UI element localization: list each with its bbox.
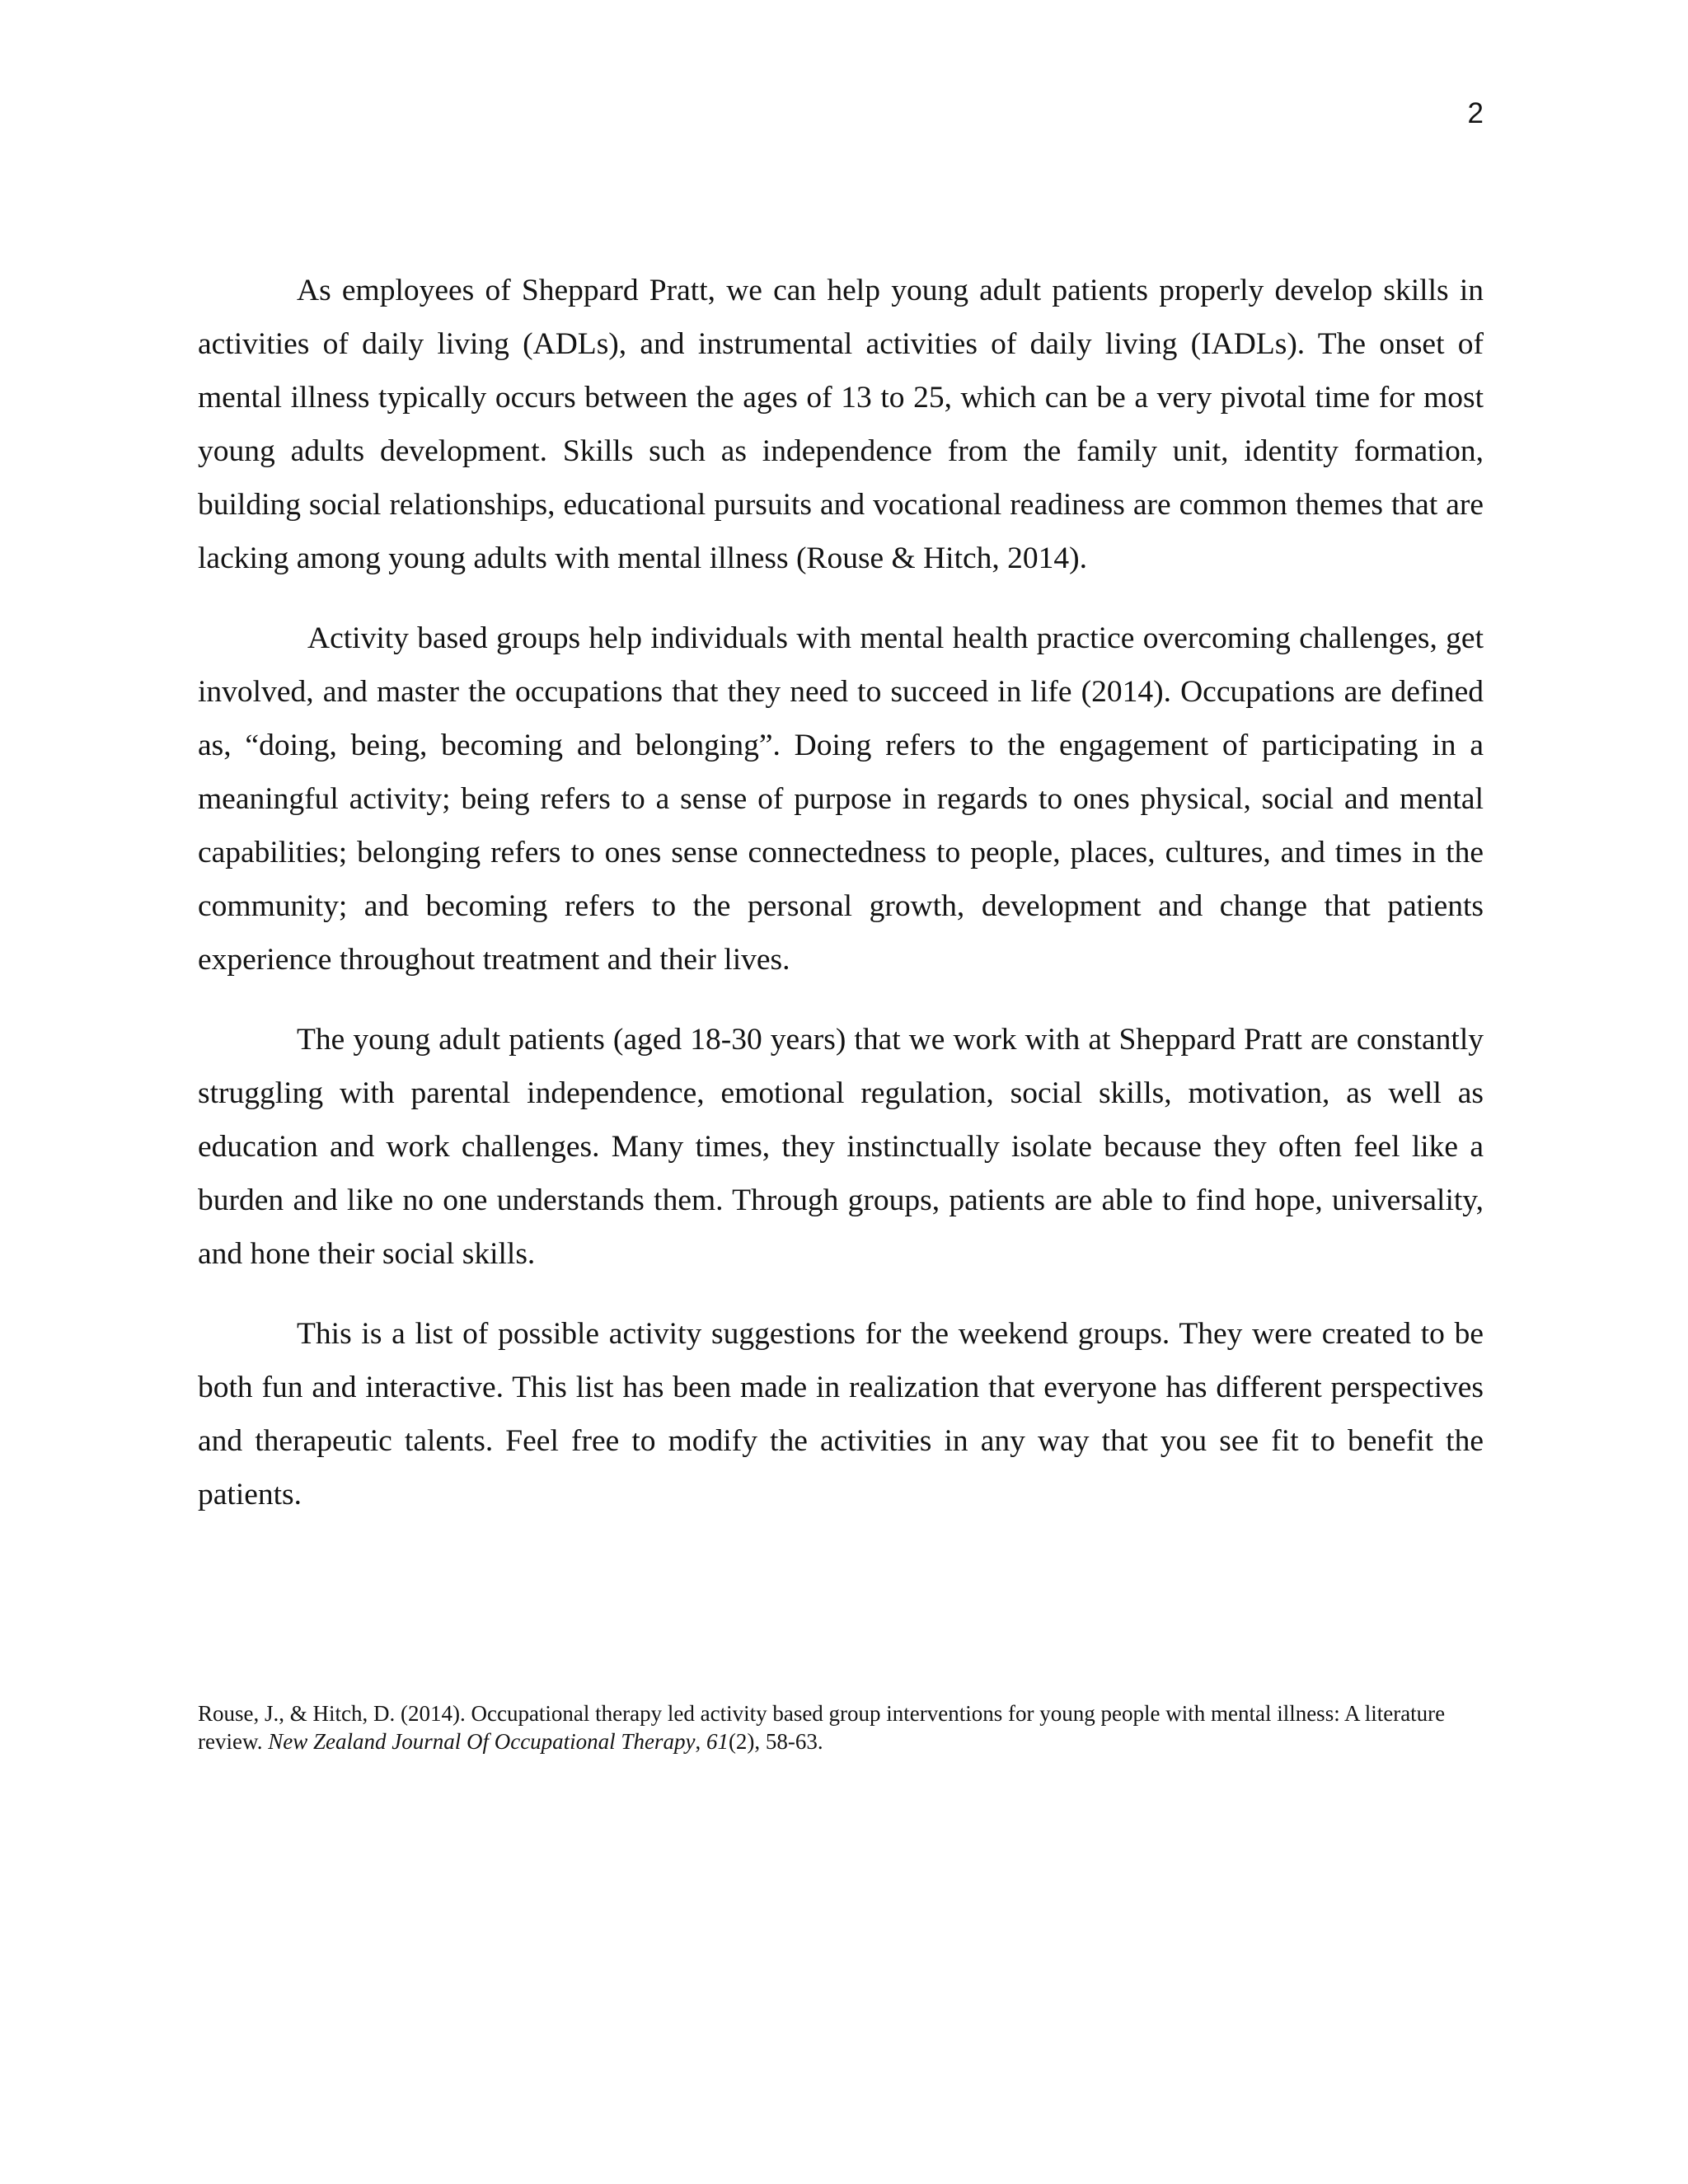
reference-issue-pages: (2), 58-63. — [728, 1729, 823, 1754]
reference-authors-title: Rouse, J., & Hitch, D. (2014). Occupational therapy led activity based group interventions for young people with mental illness: A literature review. — [198, 1701, 1446, 1754]
reference-citation — [198, 1699, 1484, 1755]
page-number: 2 — [1467, 97, 1484, 129]
document-body — [198, 264, 1484, 1548]
paragraph-activity-suggestions: This is a list of possible activity suggestions for the weekend groups. They were created to be both fun and interactive. This list has been made in realization that everyone has different perspectives and therapeutic talents. Feel free to modify the activities in any way that you see fit to benefit the patients. — [198, 1317, 1484, 1511]
paragraph-young-adult-patients: The young adult patients (aged 18-30 years) that we work with at Sheppard Pratt are constantly struggling with parental independence, emotional regulation, social skills, motivation, as well as education and work challenges. Many times, they instinctually isolate because they often feel like a burden and like no one understands them. Through groups, patients are able to find hope, universality, and hone their social skills. — [198, 1023, 1484, 1271]
paragraph-intro: As employees of Sheppard Pratt, we can help young adult patients properly develop skills in activities of daily living (ADLs), and instrumental activities of daily living (IADLs). The onset of mental illness typically occurs between the ages of 13 to 25, which can be a very pivotal time for most young adults development. Skills such as independence from the family unit, identity formation, building social relationships, educational pursuits and vocational readiness are common themes that are lacking among young adults with mental illness (Rouse & Hitch, 2014). — [198, 274, 1484, 575]
reference-separator: , — [695, 1729, 706, 1754]
reference-volume: 61 — [706, 1729, 729, 1754]
reference-journal: New Zealand Journal Of Occupational Therapy — [268, 1729, 696, 1754]
paragraph-activity-groups: Activity based groups help individuals with mental health practice overcoming challenges, get involved, and master the occupations that they need to succeed in life (2014). Occupations are defined as, “doing, being, becoming and belonging”. Doing refers to the engagement of participating in a meaningful activity; being refers to a sense of purpose in regards to ones physical, social and mental capabilities; belonging refers to ones sense connectedness to people, places, cultures, and times in the community; and becoming refers to the personal growth, development and change that patients experience throughout treatment and their lives. — [198, 621, 1484, 977]
